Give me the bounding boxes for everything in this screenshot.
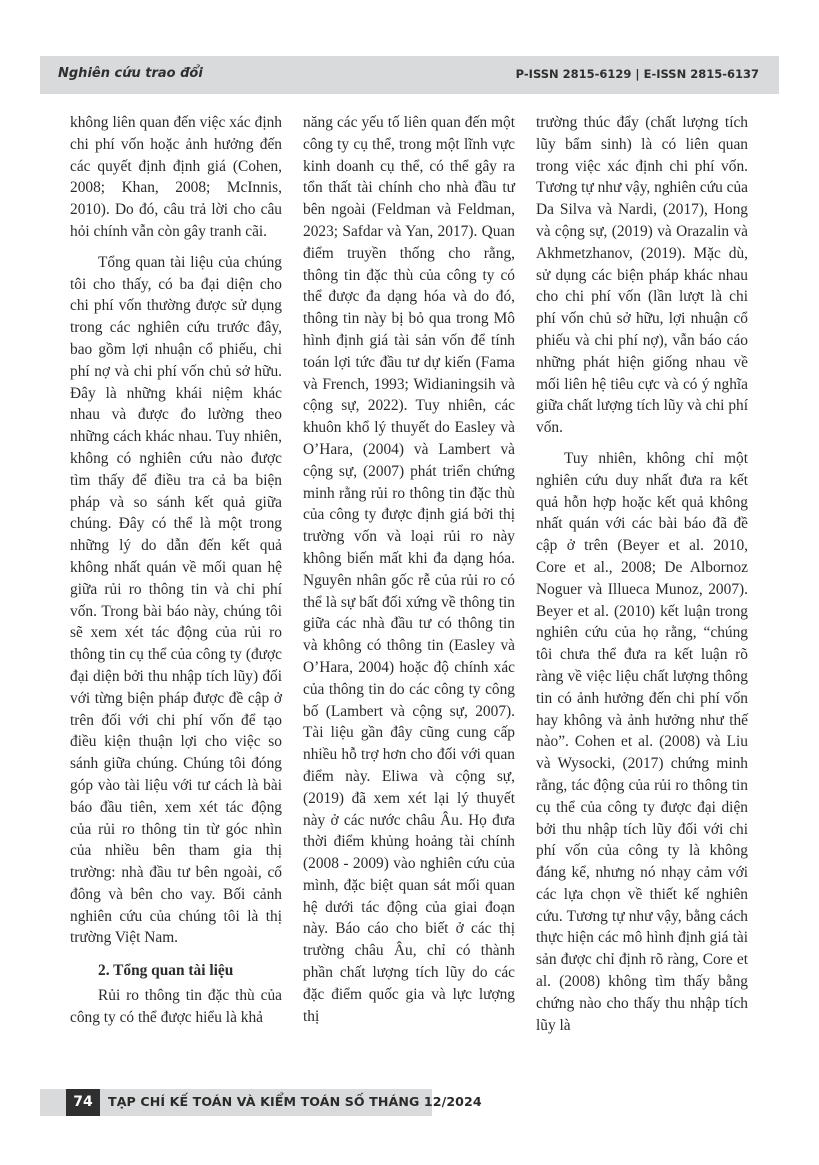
text-column-3 bbox=[536, 112, 748, 1036]
paragraph: trường thúc đẩy (chất lượng tích lũy bẩm sinh) là có liên quan trong việc xác định chi phí vốn. Tương tự như vậy, nghiên cứu của Da Silva và Nardi, (2017), Hong và cộng sự, (2019) và Orazalin và Akhmetzhanov, (2019). Mặc dù, sử dụng các biện pháp khác nhau cho chi phí vốn (lần lượt là chi phí vốn chủ sở hữu, lợi nhuận cổ phiếu và chi phí nợ), vẫn báo cáo những phát hiện giống nhau về mối liên hệ tiêu cực và có ý nghĩa giữa chất lượng tích lũy và chi phí vốn. bbox=[536, 114, 748, 437]
paragraph: Rủi ro thông tin đặc thù của công ty có thể được hiểu là khả bbox=[70, 987, 282, 1027]
text-column-1 bbox=[70, 112, 282, 1029]
paragraph: Tổng quan tài liệu của chúng tôi cho thấy, có ba đại diện cho chi phí vốn thường được sử dụng trong các nghiên cứu trước đây, bao gồm lợi nhuận cổ phiếu, chi phí nợ và chi phí vốn chủ sở hữu. Đây là những khái niệm khác nhau và được đo lường theo những cách khác nhau. Tuy nhiên, không có nghiên cứu nào được tìm thấy để điều tra cả ba biện pháp và so sánh kết quả giữa chúng. Đây có thể là một trong những lý do dẫn đến kết quả không nhất quán về mối quan hệ giữa rủi ro thông tin và chi phí vốn. Trong bài báo này, chúng tôi sẽ xem xét tác động của rủi ro thông tin cụ thể của công ty (được đại diện bởi thu nhập tích lũy) đối với từng biện pháp được đề cập ở trên đối với chi phí vốn để tạo điều kiện thuận lợi cho việc so sánh giữa chúng. Chúng tôi đóng góp vào tài liệu với tư cách là bài báo đầu tiên, xem xét tác động của rủi ro thông tin từ góc nhìn của nhiều bên tham gia thị trường: nhà đầu tư bên ngoài, cổ đông và bên cho vay. Bối cảnh nghiên cứu của chúng tôi là thị trường Việt Nam. bbox=[70, 253, 282, 947]
paragraph: không liên quan đến việc xác định chi phí vốn hoặc ảnh hưởng đến các quyết định định giá (Cohen, 2008; Khan, 2008; McInnis, 2010). Do đó, câu trả lời cho câu hỏi chính vẫn còn gây tranh cãi. bbox=[70, 114, 282, 240]
journal-name: TẠP CHÍ KẾ TOÁN VÀ KIỂM TOÁN SỐ THÁNG 12/2024 bbox=[108, 1094, 482, 1109]
paragraph: năng các yếu tố liên quan đến một công ty cụ thể, trong một lĩnh vực kinh doanh cụ thể, có thể gây ra tổn thất tài chính cho nhà đầu tư bên ngoài (Feldman và Feldman, 2023; Safdar và Yan, 2017). Quan điểm truyền thống cho rằng, thông tin đặc thù của công ty có thể được đa dạng hóa và do đó, thông tin này bị bỏ qua trong Mô hình định giá tài sản vốn để tính toán lợi tức đầu tư dự kiến (Fama và French, 1993; Widianingsih và cộng sự, 2022). Tuy nhiên, các khuôn khổ lý thuyết do Easley và O’Hara, (2004) và Lambert và cộng sự, (2007) phát triển chứng minh rằng rủi ro thông tin đặc thù của công ty được định giá bởi thị trường vốn và loại rủi ro này không biến mất khi đa dạng hóa. Nguyên nhân gốc rễ của rủi ro có thể là sự bất đối xứng về thông tin giữa các nhà đầu tư có thông tin và không có thông tin (Easley và O’Hara, 2004) hoặc độ chính xác của thông tin do các công ty công bố (Lambert và cộng sự, 2007). Tài liệu gần đây cũng cung cấp nhiều hỗ trợ hơn cho đối với quan điểm này. Eliwa và cộng sự, (2019) đã xem xét lại lý thuyết này ở các nước châu Âu. Họ đưa thời điểm khủng hoảng tài chính (2008 - 2009) vào nghiên cứu của mình, đặc biệt quan sát mối quan hệ dưới tác động của giai đoạn này. Báo cáo cho biết ở các thị trường châu Âu, chỉ có thành phần chất lượng tích lũy do các đặc điểm quốc gia và lực lượng thị bbox=[303, 114, 515, 1025]
page-number: 74 bbox=[66, 1089, 100, 1116]
paragraph: Tuy nhiên, không chỉ một nghiên cứu duy nhất đưa ra kết quả hỗn hợp hoặc kết quả không nhất quán với các bài báo đã đề cập ở trên (Beyer et al. 2010, Core et al., 2008; De Albornoz Noguer và Illueca Munoz, 2007). Beyer et al. (2010) kết luận trong nghiên cứu của họ rằng, “chúng tôi chưa thể đưa ra kết luận rõ ràng về việc liệu chất lượng thông tin có ảnh hưởng đến chi phí vốn hay không và ảnh hưởng như thế nào”. Cohen et al. (2008) và Liu và Wysocki, (2017) chứng minh rằng, tác động của rủi ro thông tin cụ thể của công ty được đại diện bởi thu nhập tích lũy đối với chi phí vốn của công ty là không đáng kể, nhưng nó nhạy cảm với các lựa chọn về thiết kế nghiên cứu. Tương tự như vậy, bằng cách thực hiện các mô hình định giá tài sản được chỉ định rõ ràng, Core et al. (2008) không tìm thấy bằng chứng nào cho thấy thu nhập tích lũy là bbox=[536, 449, 748, 1034]
section-label: Nghiên cứu trao đổi bbox=[58, 66, 203, 81]
text-column-2 bbox=[303, 112, 515, 1027]
section-heading: 2. Tổng quan tài liệu bbox=[98, 962, 234, 980]
issn-label: P-ISSN 2815-6129 | E-ISSN 2815-6137 bbox=[515, 67, 759, 81]
